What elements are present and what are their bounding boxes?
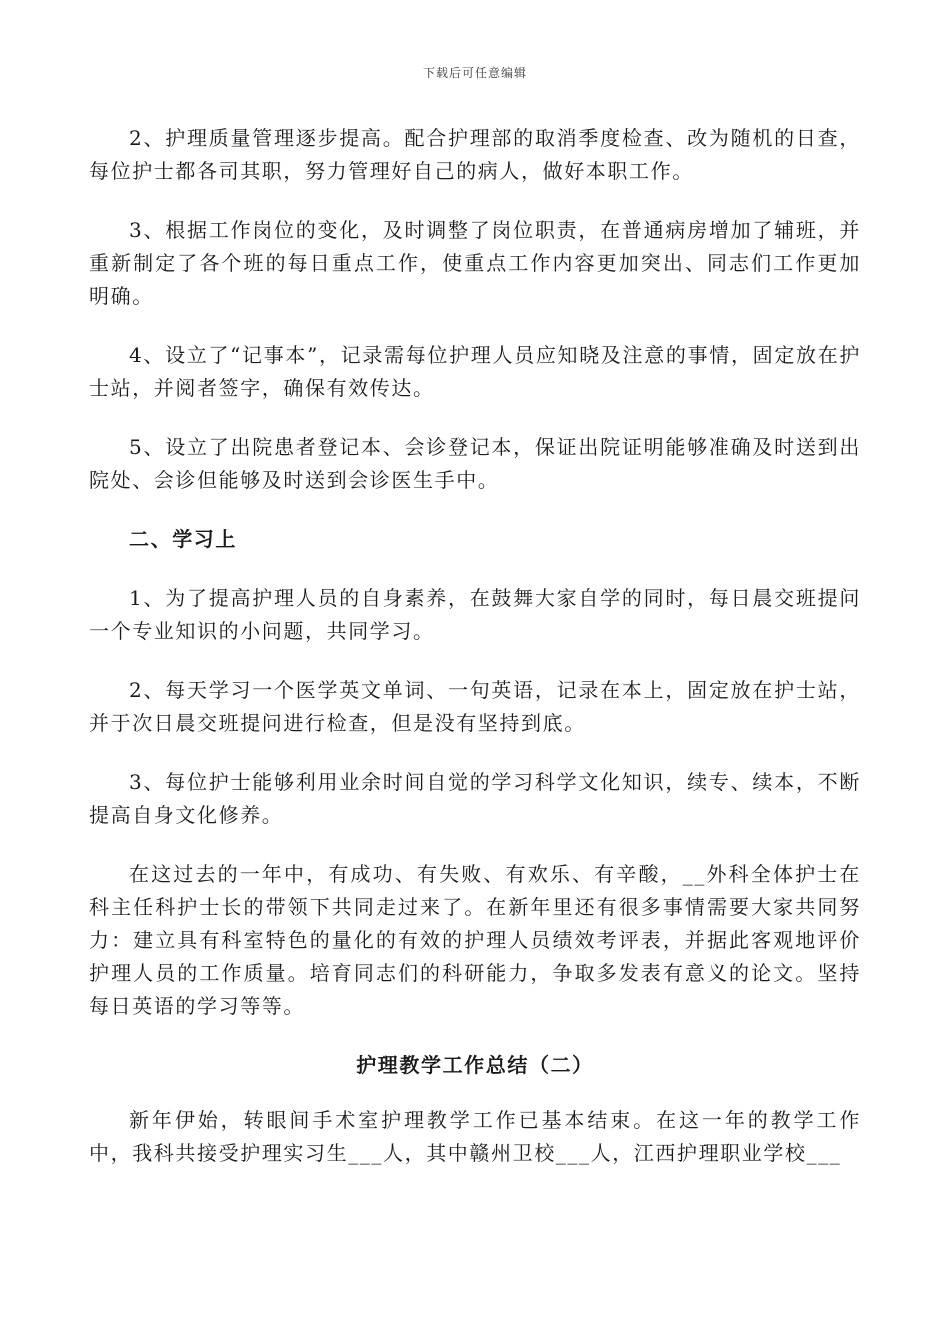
article-intro-paragraph: 新年伊始，转眼间手术室护理教学工作已基本结束。在这一年的教学工作中，我科共接受护理实习生___人，其中赣州卫校___人，江西护理职业学校___ <box>89 1108 861 1165</box>
section-heading-study: 二、学习上 <box>129 527 237 551</box>
paragraph-item-3: 3、根据工作岗位的变化，及时调整了岗位职责，在普通病房增加了辅班，并重新制定了各个班的每日重点工作，使重点工作内容更加突出、同志们工作更加明确。 <box>89 218 861 308</box>
paragraph-item-2: 2、护理质量管理逐步提高。配合护理部的取消季度检查、改为随机的日查，每位护士都各司其职，努力管理好自己的病人，做好本职工作。 <box>89 126 861 183</box>
article-title: 护理教学工作总结（二） <box>356 1053 594 1077</box>
study-item-2: 2、每天学习一个医学英文单词、一句英语，记录在本上，固定放在护士站，并于次日晨交班提问进行检查，但是没有坚持到底。 <box>89 678 861 735</box>
study-item-1: 1、为了提高护理人员的自身素养，在鼓舞大家自学的同时，每日晨交班提问一个专业知识的小问题，共同学习。 <box>89 586 861 643</box>
document-body <box>89 122 861 1196</box>
study-item-3: 3、每位护士能够利用业余时间自觉的学习科学文化知识，续专、续本，不断提高自身文化修养。 <box>89 770 861 827</box>
paragraph-item-5: 5、设立了出院患者登记本、会诊登记本，保证出院证明能够准确及时送到出院处、会诊但能够及时送到会诊医生手中。 <box>89 435 861 492</box>
conclusion-paragraph: 在这过去的一年中，有成功、有失败、有欢乐、有辛酸，__外科全体护士在科主任科护士长的带领下共同走过来了。在新年里还有很多事情需要大家共同努力：建立具有科室特色的量化的有效的护理人员绩效考评表，并据此客观地评价护理人员的工作质量。培育同志们的科研能力，争取多发表有意义的论文。坚持每日英语的学习等等。 <box>89 862 861 1018</box>
page-header: 下载后可任意编辑 <box>422 66 527 80</box>
paragraph-item-4: 4、设立了“记事本”，记录需每位护理人员应知晓及注意的事情，固定放在护士站，并阅者签字，确保有效传达。 <box>89 343 861 400</box>
